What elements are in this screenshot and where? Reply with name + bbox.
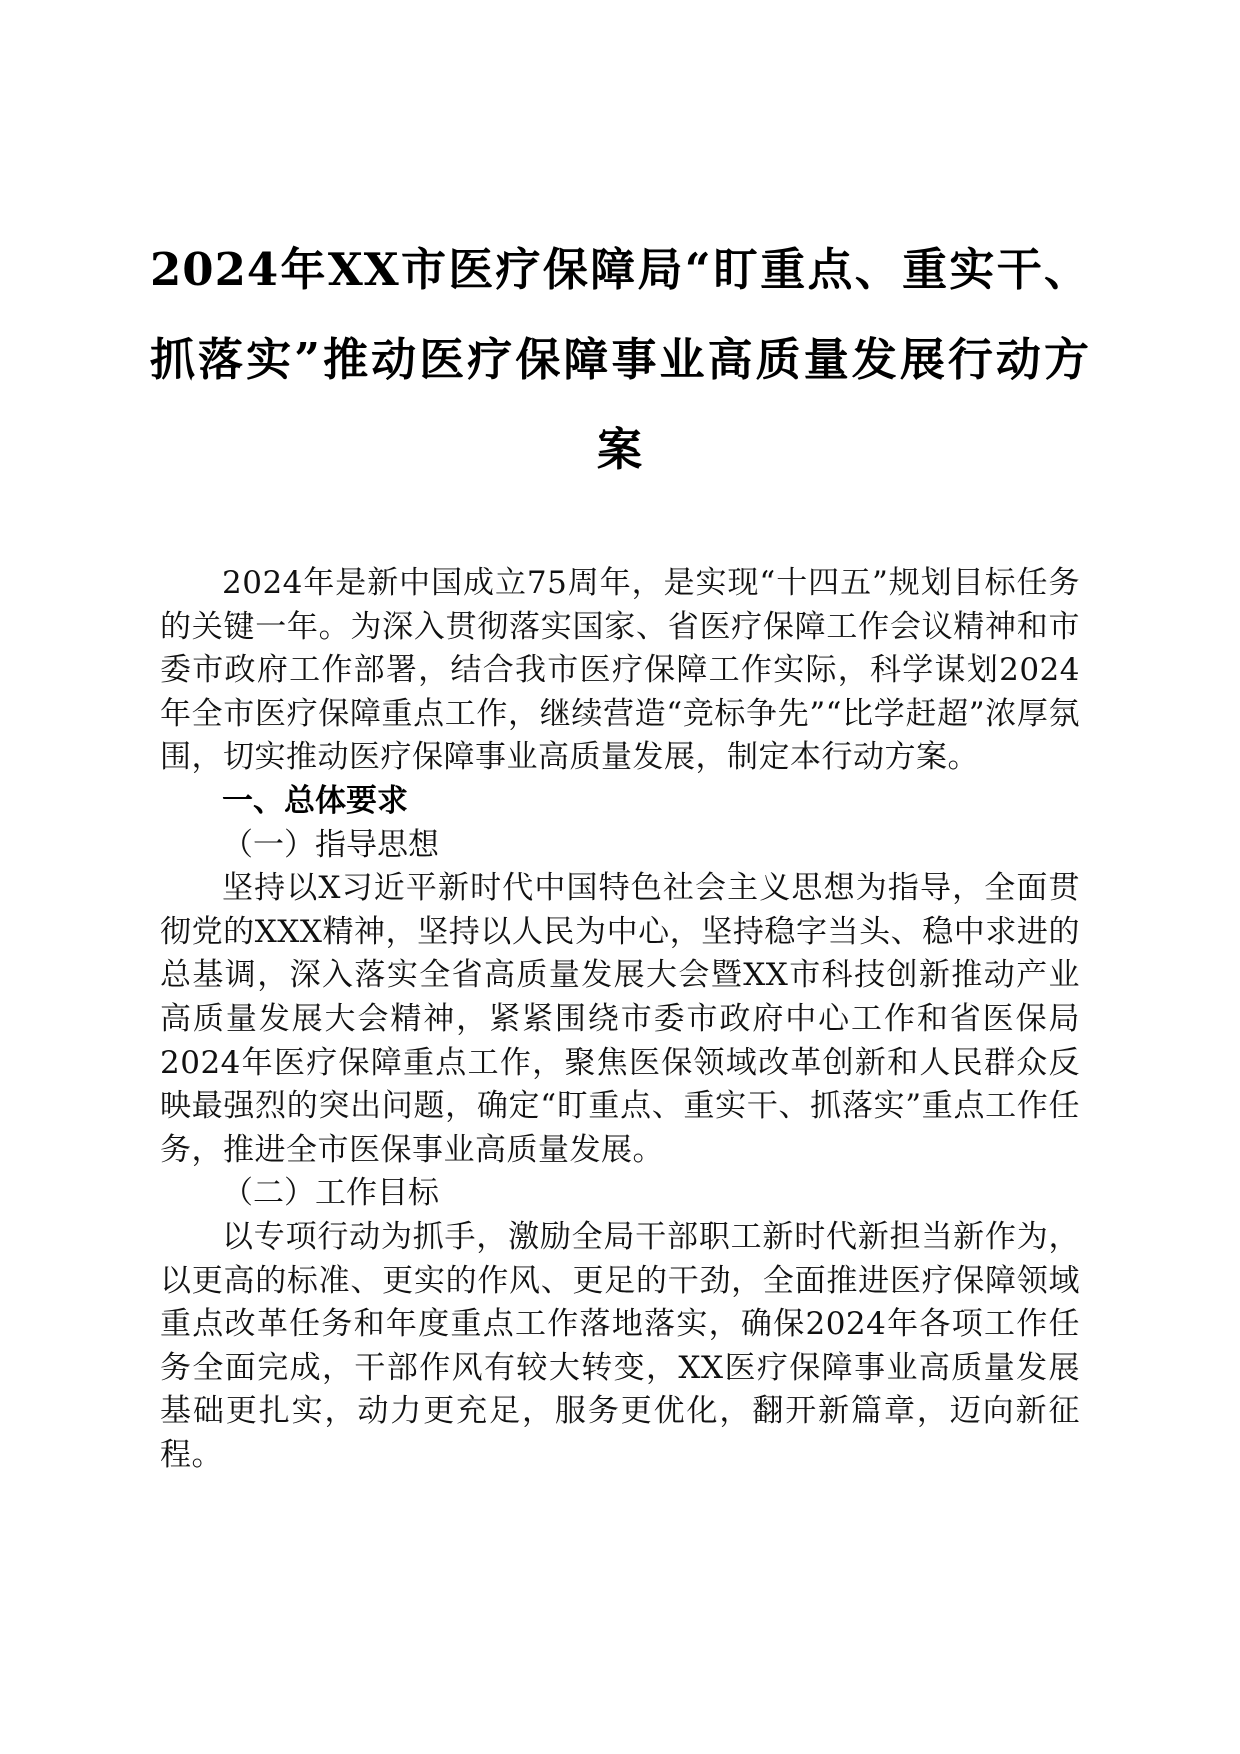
section-heading-general-requirements: 一、总体要求 (222, 782, 408, 819)
guiding-ideology-paragraph: 坚持以X习近平新时代中国特色社会主义思想为指导，全面贯彻党的XXX精神，坚持以人民为中心，坚持稳字当头、稳中求进的总基调，深入落实全省高质量发展大会暨XX市科技创新推动产业高质量发展大会精神，紧紧围绕市委市政府中心工作和省医保局2024年医疗保障重点工作，聚焦医保领域改革创新和人民群众反映最强烈的突出问题，确定“盯重点、重实干、抓落实”重点工作任务，推进全市医保事业高质量发展。 (160, 870, 1080, 1168)
work-goals-paragraph: 以专项行动为抓手，激励全局干部职工新时代新担当新作为，以更高的标准、更实的作风、更足的干劲，全面推进医疗保障领域重点改革任务和年度重点工作落地落实，确保2024年各项工作任务全面完成，干部作风有较大转变，XX医疗保障事业高质量发展基础更扎实，动力更充足，服务更优化，翻开新篇章，迈向新征程。 (160, 1218, 1080, 1473)
intro-paragraph: 2024年是新中国成立75周年，是实现“十四五”规划目标任务的关键一年。为深入贯彻落实国家、省医疗保障工作会议精神和市委市政府工作部署，结合我市医疗保障工作实际，科学谋划2024年全市医疗保障重点工作，继续营造“竞标争先”“比学赶超”浓厚氛围，切实推动医疗保障事业高质量发展，制定本行动方案。 (160, 565, 1080, 776)
subsection-heading-work-goals: （二）工作目标 (222, 1175, 439, 1212)
subsection-heading-guiding-ideology: （一）指导思想 (222, 826, 439, 863)
document-title: 2024年XX市医疗保障局“盯重点、重实干、抓落实”推动医疗保障事业高质量发展行动方案 (150, 243, 1090, 476)
document-body (160, 562, 1080, 1477)
